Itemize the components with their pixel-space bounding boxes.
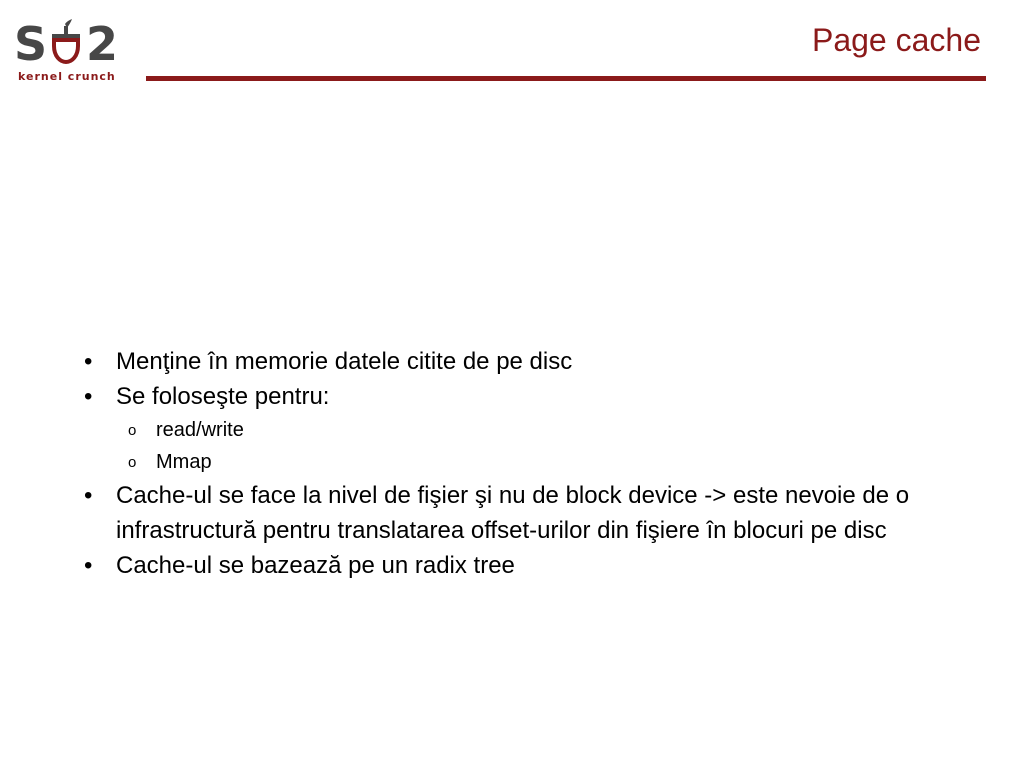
- acorn-icon: [52, 19, 80, 62]
- bullet-text: Cache-ul se face la nivel de fişier şi nu de block device -> este nevoie de o infrastructură pentru translatarea offset-urilor din fişiere în blocuri pe disc: [116, 482, 910, 544]
- slide-content: [80, 344, 910, 583]
- title-divider: [146, 76, 986, 81]
- bullet-item: [80, 344, 910, 379]
- bullet-text: Cache-ul se bazează pe un radix tree: [116, 552, 515, 579]
- logo-tagline: kernel crunch: [18, 70, 116, 83]
- svg-text:S: S: [14, 17, 48, 71]
- slide-title: Page cache: [811, 22, 981, 58]
- sub-bullet-marker: o: [128, 422, 137, 439]
- sub-item: [128, 446, 910, 478]
- bullet-item: [80, 548, 910, 583]
- bullet-marker: •: [84, 348, 93, 375]
- bullet-marker: •: [84, 383, 93, 410]
- sub-item-text: Mmap: [156, 451, 212, 473]
- bullet-text: Se foloseşte pentru:: [116, 383, 330, 410]
- so2-logo-mark: [14, 16, 134, 72]
- bullet-text: Menţine în memorie datele citite de pe disc: [116, 348, 573, 375]
- sub-item-text: read/write: [156, 419, 244, 441]
- so2-logo: [14, 12, 134, 84]
- sub-list: [80, 414, 910, 478]
- bullet-marker: •: [84, 552, 93, 579]
- sub-item: [128, 414, 910, 446]
- bullet-marker: •: [84, 482, 93, 509]
- bullet-item: [80, 379, 910, 414]
- svg-text:2: 2: [86, 17, 119, 71]
- bullet-item: [80, 478, 910, 548]
- sub-bullet-marker: o: [128, 454, 137, 471]
